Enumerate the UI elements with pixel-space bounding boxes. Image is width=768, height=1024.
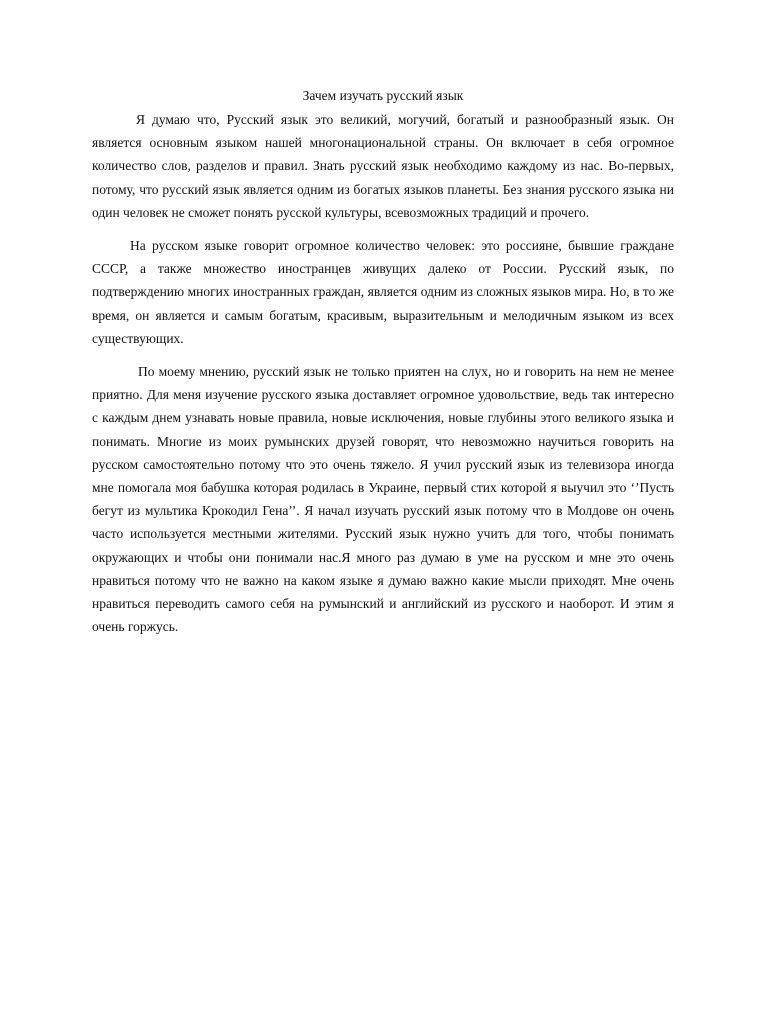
- paragraph-1: Я думаю что, Русский язык это великий, могучий, богатый и разнообразный язык. Он является основным языком нашей многонациональной страны. Он включает в себя огромное количество слов, разделов и правил. Знать русский язык необходимо каждому из нас. Во-первых, потому, что русский язык является одним из богатых языков планеты. Без знания русского языка ни один человек не сможет понять русской культуры, всевозможных традиций и прочего.: [92, 112, 674, 220]
- document-page: [92, 86, 674, 648]
- paragraph-2: На русском языке говорит огромное количество человек: это россияне, бывшие граждане СССР, а также множество иностранцев живущих далеко от России. Русский язык, по подтверждению многих иностранных граждан, является одним из сложных языков мира. Но, в то же время, он является и самым богатым, красивым, выразительным и мелодичным языком из всех существующих.: [92, 238, 674, 346]
- document-title: Зачем изучать русский язык: [302, 88, 464, 103]
- paragraph-3: По моему мнению, русский язык не только приятен на слух, но и говорить на нем не менее приятно. Для меня изучение русского языка доставляет огромное удовольствие, ведь так интересно с каждым днем узнавать новые правила, новые исключения, новые глубины этого великого языка и понимать. Многие из моих румынских друзей говорят, что невозможно научиться говорить на русском самостоятельно потому что это очень тяжело. Я учил русский язык из телевизора иногда мне помогала моя бабушка которая родилась в Украине, первый стих которой я выучил это ‘’Пусть бегут из мультика Крокодил Гена’’. Я начал изучать русский язык потому что в Молдове он очень часто используется местными жителями. Русский язык нужно учить для того, чтобы понимать окружающих и чтобы они понимали нас.Я много раз думаю в уме на русском и мне это очень нравиться потому что не важно на каком языке я думаю важно какие мысли приходят. Мне очень нравиться переводить самого себя на румынский и английский из русского и наоборот. И этим я очень горжусь.: [92, 364, 674, 635]
